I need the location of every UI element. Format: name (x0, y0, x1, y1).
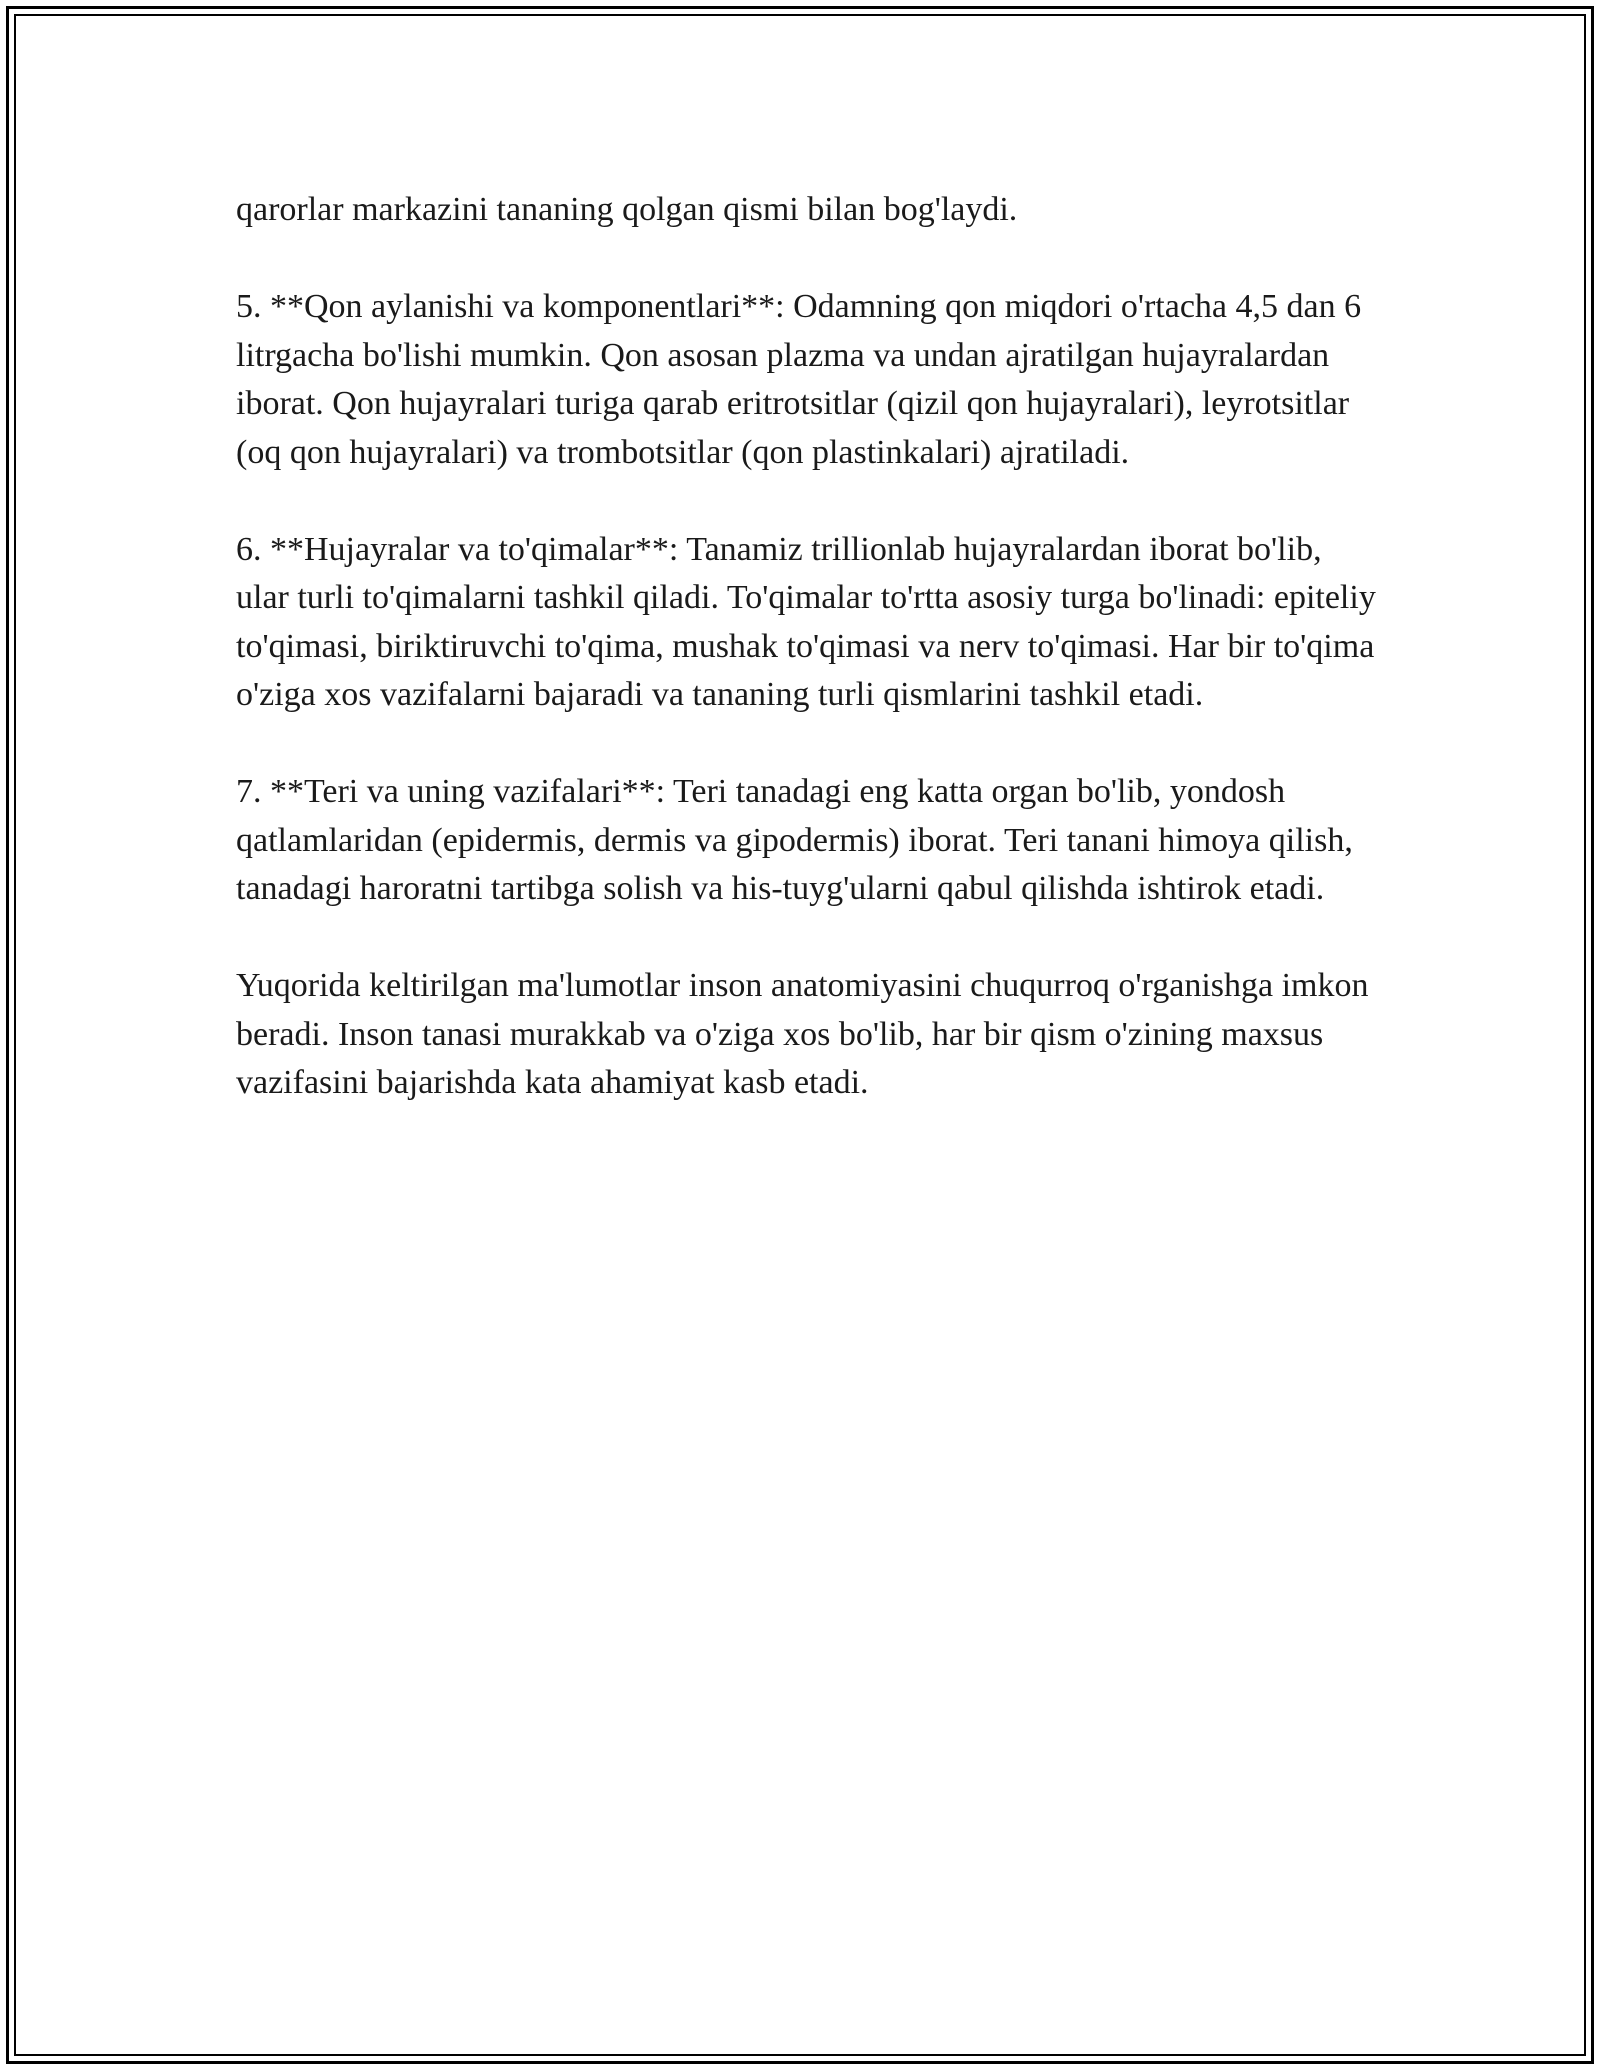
document-body (236, 186, 1376, 1156)
paragraph-conclusion: Yuqorida keltirilgan ma'lumotlar inson anatomiyasini chuqurroq o'rganishga imkon beradi. Inson tanasi murakkab va o'ziga xos bo'lib, har bir qism o'zining maxsus vazifasini bajarishda kata ahamiyat kasb etadi. (236, 967, 1369, 1101)
paragraph-cells-tissues: 6. **Hujayralar va to'qimalar**: Tanamiz trillionlab hujayralardan iborat bo'lib, ular turli to'qimalarni tashkil qiladi. To'qimalar to'rtta asosiy turga bo'linadi: epiteliy to'qimasi, biriktiruvchi to'qima, mushak to'qimasi va nerv to'qimasi. Har bir to'qima o'ziga xos vazifalarni bajaradi va tananing turli qismlarini tashkil etadi. (236, 530, 1376, 713)
paragraph-skin-functions: 7. **Teri va uning vazifalari**: Teri tanadagi eng katta organ bo'lib, yondosh qatlamlaridan (epidermis, dermis va gipodermis) iborat. Teri tanani himoya qilish, tanadagi haroratni tartibga solish va his-tuyg'ularni qabul qilishda ishtirok etadi. (236, 773, 1353, 907)
paragraph-blood-circulation: 5. **Qon aylanishi va komponentlari**: Odamning qon miqdori o'rtacha 4,5 dan 6 litrgacha bo'lishi mumkin. Qon asosan plazma va undan ajratilgan hujayralardan iborat. Qon hujayralari turiga qarab eritrotsitlar (qizil qon hujayralari), leyrotsitlar (oq qon hujayralari) va trombotsitlar (qon plastinkalari) ajratiladi. (236, 288, 1362, 471)
paragraph-continuation: qarorlar markazini tananing qolgan qismi bilan bog'laydi. (236, 191, 1018, 228)
